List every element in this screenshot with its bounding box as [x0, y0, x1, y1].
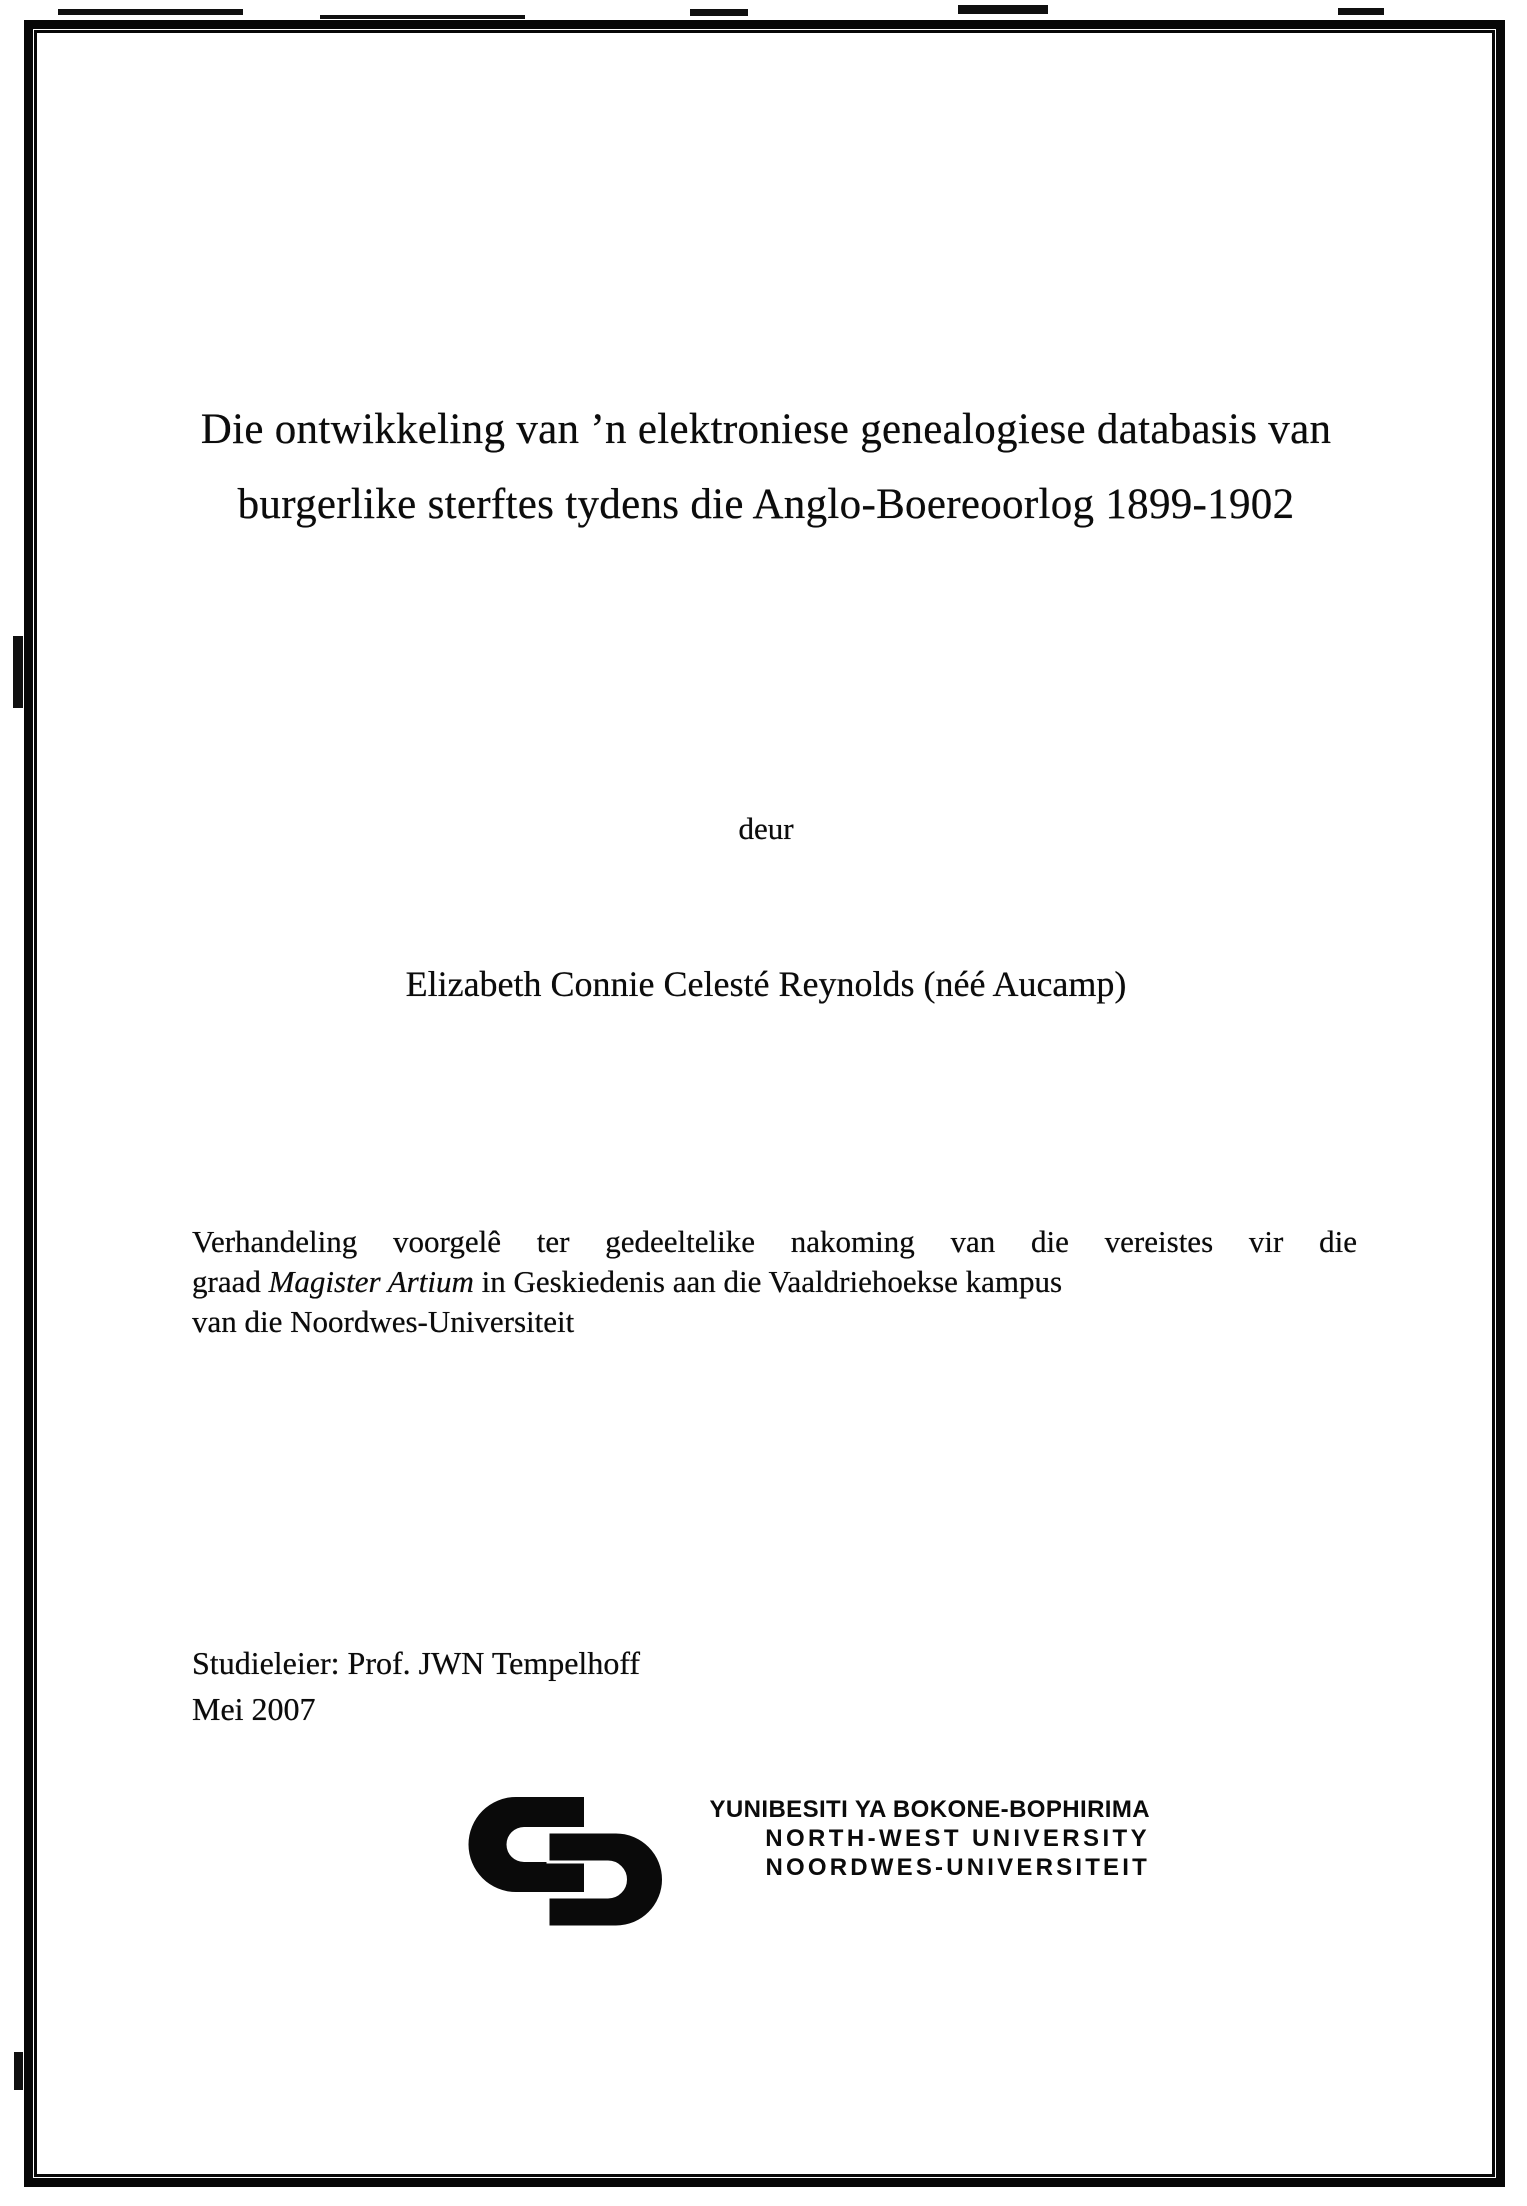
supervisor-line: Studieleier: Prof. JWN Tempelhoff: [192, 1645, 641, 1681]
scan-artifact: [14, 2052, 23, 2090]
thesis-statement-line-2-prefix: graad: [192, 1264, 269, 1299]
scan-artifact: [320, 15, 525, 19]
page-title-line-2: burgerlike sterftes tydens die Anglo-Boereoorlog 1899-1902: [237, 481, 1295, 528]
scan-artifact: [958, 5, 1048, 14]
thesis-statement-line-3: van die Noordwes-Universiteit: [192, 1304, 575, 1339]
scan-artifact: [58, 9, 243, 15]
page-title-line-1: Die ontwikkeling van ’n elektroniese genealogiese databasis van: [200, 406, 1332, 453]
logo-line-english: NORTH-WEST UNIVERSITY: [765, 1825, 1150, 1852]
author-name: Elizabeth Connie Celesté Reynolds (néé Aucamp): [405, 964, 1127, 1004]
page-title: [36, 392, 1496, 542]
byline-label: deur: [738, 811, 794, 846]
thesis-statement: [192, 1222, 1357, 1342]
logo-line-afrikaans: NOORDWES-UNIVERSITEIT: [765, 1854, 1150, 1881]
thesis-statement-line-2: [192, 1262, 1357, 1302]
scan-artifact: [690, 9, 748, 16]
supervisor-block: [192, 1640, 640, 1732]
university-logo-text: [585, 1795, 1150, 1882]
scan-artifact: [13, 636, 23, 708]
scan-artifact: [1338, 8, 1384, 15]
thesis-statement-line-1: Verhandeling voorgelê ter gedeeltelike nakoming van die vereistes vir die: [192, 1224, 1357, 1259]
date-line: Mei 2007: [192, 1691, 316, 1727]
logo-line-setswana: YUNIBESITI YA BOKONE-BOPHIRIMA: [709, 1796, 1150, 1823]
thesis-statement-line-2-suffix: in Geskiedenis aan die Vaaldriehoekse kampus: [473, 1264, 1063, 1299]
university-logo: [465, 1793, 1160, 1943]
degree-name: Magister Artium: [268, 1264, 474, 1299]
